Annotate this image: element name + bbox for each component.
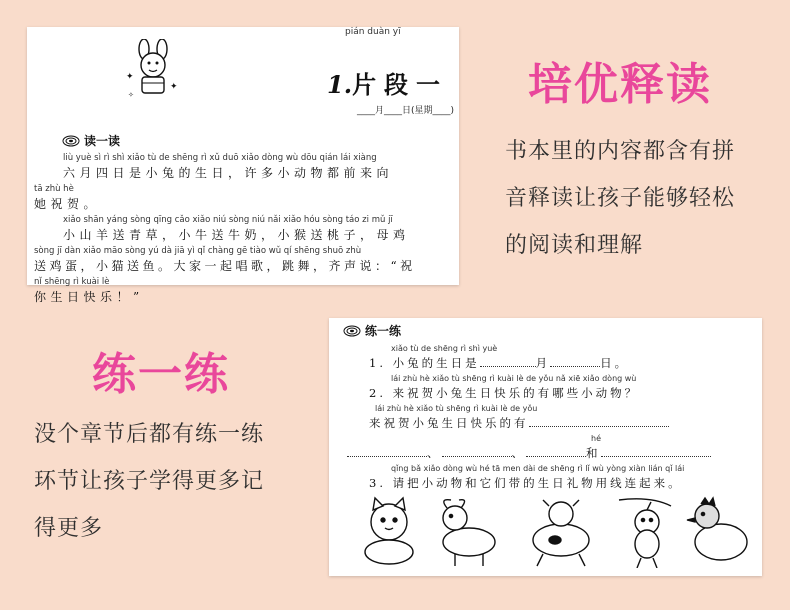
practice-sample-card bbox=[329, 318, 762, 576]
title-pinyin: pián duàn yī bbox=[345, 27, 401, 37]
reading-description bbox=[505, 128, 770, 269]
answer-blank bbox=[480, 357, 536, 367]
animals-illustration bbox=[351, 496, 751, 568]
q3-text: 请把小动物和它们带的生日礼物用线连起来。 bbox=[392, 476, 683, 490]
description-line: 的阅读和理解 bbox=[505, 233, 644, 258]
svg-text:✧: ✧ bbox=[128, 91, 134, 99]
q1-month: 月 bbox=[535, 356, 551, 370]
cow-illustration bbox=[533, 500, 589, 566]
section-label: 读一读 bbox=[84, 134, 121, 148]
q2-number: 2. bbox=[369, 386, 386, 400]
answer-blank bbox=[347, 447, 427, 457]
answer-blank bbox=[526, 447, 586, 457]
practice-description bbox=[34, 411, 306, 552]
text-line: 小山羊送青草，小牛送牛奶，小猴送桃子，母鸡 bbox=[63, 228, 410, 242]
description-line: 书本里的内容都含有拼 bbox=[505, 139, 736, 164]
description-line: 环节让孩子学得更多记 bbox=[34, 469, 265, 494]
description-line: 没个章节后都有练一练 bbox=[34, 422, 265, 447]
text-line: 送鸡蛋，小猫送鱼。大家一起唱歌，跳舞，齐声说：“祝 bbox=[34, 259, 416, 273]
pinyin-line: nǐ shēng rì kuài lè bbox=[34, 277, 110, 287]
q1-day: 日。 bbox=[600, 356, 630, 370]
section-label: 练一练 bbox=[365, 324, 402, 338]
question-1 bbox=[369, 355, 629, 371]
q1-text: 小兔的生日是 bbox=[392, 356, 480, 370]
svg-text:✦: ✦ bbox=[126, 72, 134, 82]
pinyin-line: sòng jī dàn xiǎo māo sòng yú dà jiā yì qǐ chàng gē tiào wǔ qí shēng shuō zhù bbox=[34, 246, 362, 256]
bunny-mascot-illustration bbox=[122, 39, 184, 101]
answer-blank bbox=[529, 417, 669, 427]
reading-sample-card bbox=[27, 27, 459, 304]
pinyin-line: tā zhù hè bbox=[34, 184, 74, 194]
q2-text: 来祝贺小兔生日快乐的有哪些小动物？ bbox=[392, 386, 640, 400]
swirl-icon bbox=[62, 135, 80, 147]
cat-illustration bbox=[365, 498, 413, 564]
question-3 bbox=[369, 475, 683, 491]
reading-heading: 培优释读 bbox=[528, 59, 712, 110]
q2-pinyin: lái zhù hè xiǎo tù shēng rì kuài lè de yǒu nǎ xiē xiǎo dòng wù bbox=[391, 374, 637, 383]
description-line: 得更多 bbox=[34, 516, 104, 541]
swirl-icon bbox=[343, 325, 361, 337]
q2c-pinyin: hé bbox=[591, 434, 601, 443]
question-2-answer-line-2: 、 、 和 bbox=[347, 445, 711, 461]
answer-blank bbox=[550, 357, 600, 367]
text-line: 六月四日是小兔的生日，许多小动物都前来向 bbox=[63, 166, 394, 180]
monkey-illustration bbox=[619, 499, 671, 568]
answer-blank bbox=[601, 447, 711, 457]
goat-illustration bbox=[443, 500, 495, 566]
hen-illustration bbox=[687, 498, 747, 560]
description-line: 音释读让孩子能够轻松 bbox=[505, 186, 736, 211]
chapter-title: 1.片段一 bbox=[327, 70, 449, 99]
q2b-pinyin: lái zhù hè xiǎo tù shēng rì kuài lè de yǒu bbox=[375, 404, 538, 413]
q3-number: 3. bbox=[369, 476, 386, 490]
practice-heading: 练一练 bbox=[92, 349, 230, 400]
date-line: ____月____日(星期____) bbox=[357, 106, 455, 116]
q1-number: 1. bbox=[369, 356, 386, 370]
practice-section-header bbox=[343, 322, 401, 339]
pinyin-line: liù yuè sì rì shì xiǎo tù de shēng rì xǔ duō xiǎo dòng wù dōu qián lái xiàng bbox=[63, 153, 377, 163]
read-section-header bbox=[62, 132, 120, 149]
pinyin-line: xiǎo shān yáng sòng qīng cǎo xiǎo niú sòng niú nǎi xiǎo hóu sòng táo zi mǔ jī bbox=[63, 215, 393, 225]
question-2-answer-line bbox=[369, 415, 669, 431]
svg-text:✦: ✦ bbox=[170, 82, 178, 92]
q1-pinyin: xiǎo tù de shēng rì shì yuè bbox=[391, 344, 498, 353]
text-line: 你生日快乐！” bbox=[34, 290, 144, 304]
text-line: 她祝贺。 bbox=[34, 197, 101, 211]
question-2 bbox=[369, 385, 639, 401]
q2c-text: 和 bbox=[586, 446, 601, 460]
answer-blank bbox=[442, 447, 512, 457]
q3-pinyin: qǐng bǎ xiǎo dòng wù hé tā men dài de shēng rì lǐ wù yòng xiàn lián qǐ lái bbox=[391, 464, 685, 473]
q2b-text: 来祝贺小兔生日快乐的有 bbox=[369, 416, 529, 430]
